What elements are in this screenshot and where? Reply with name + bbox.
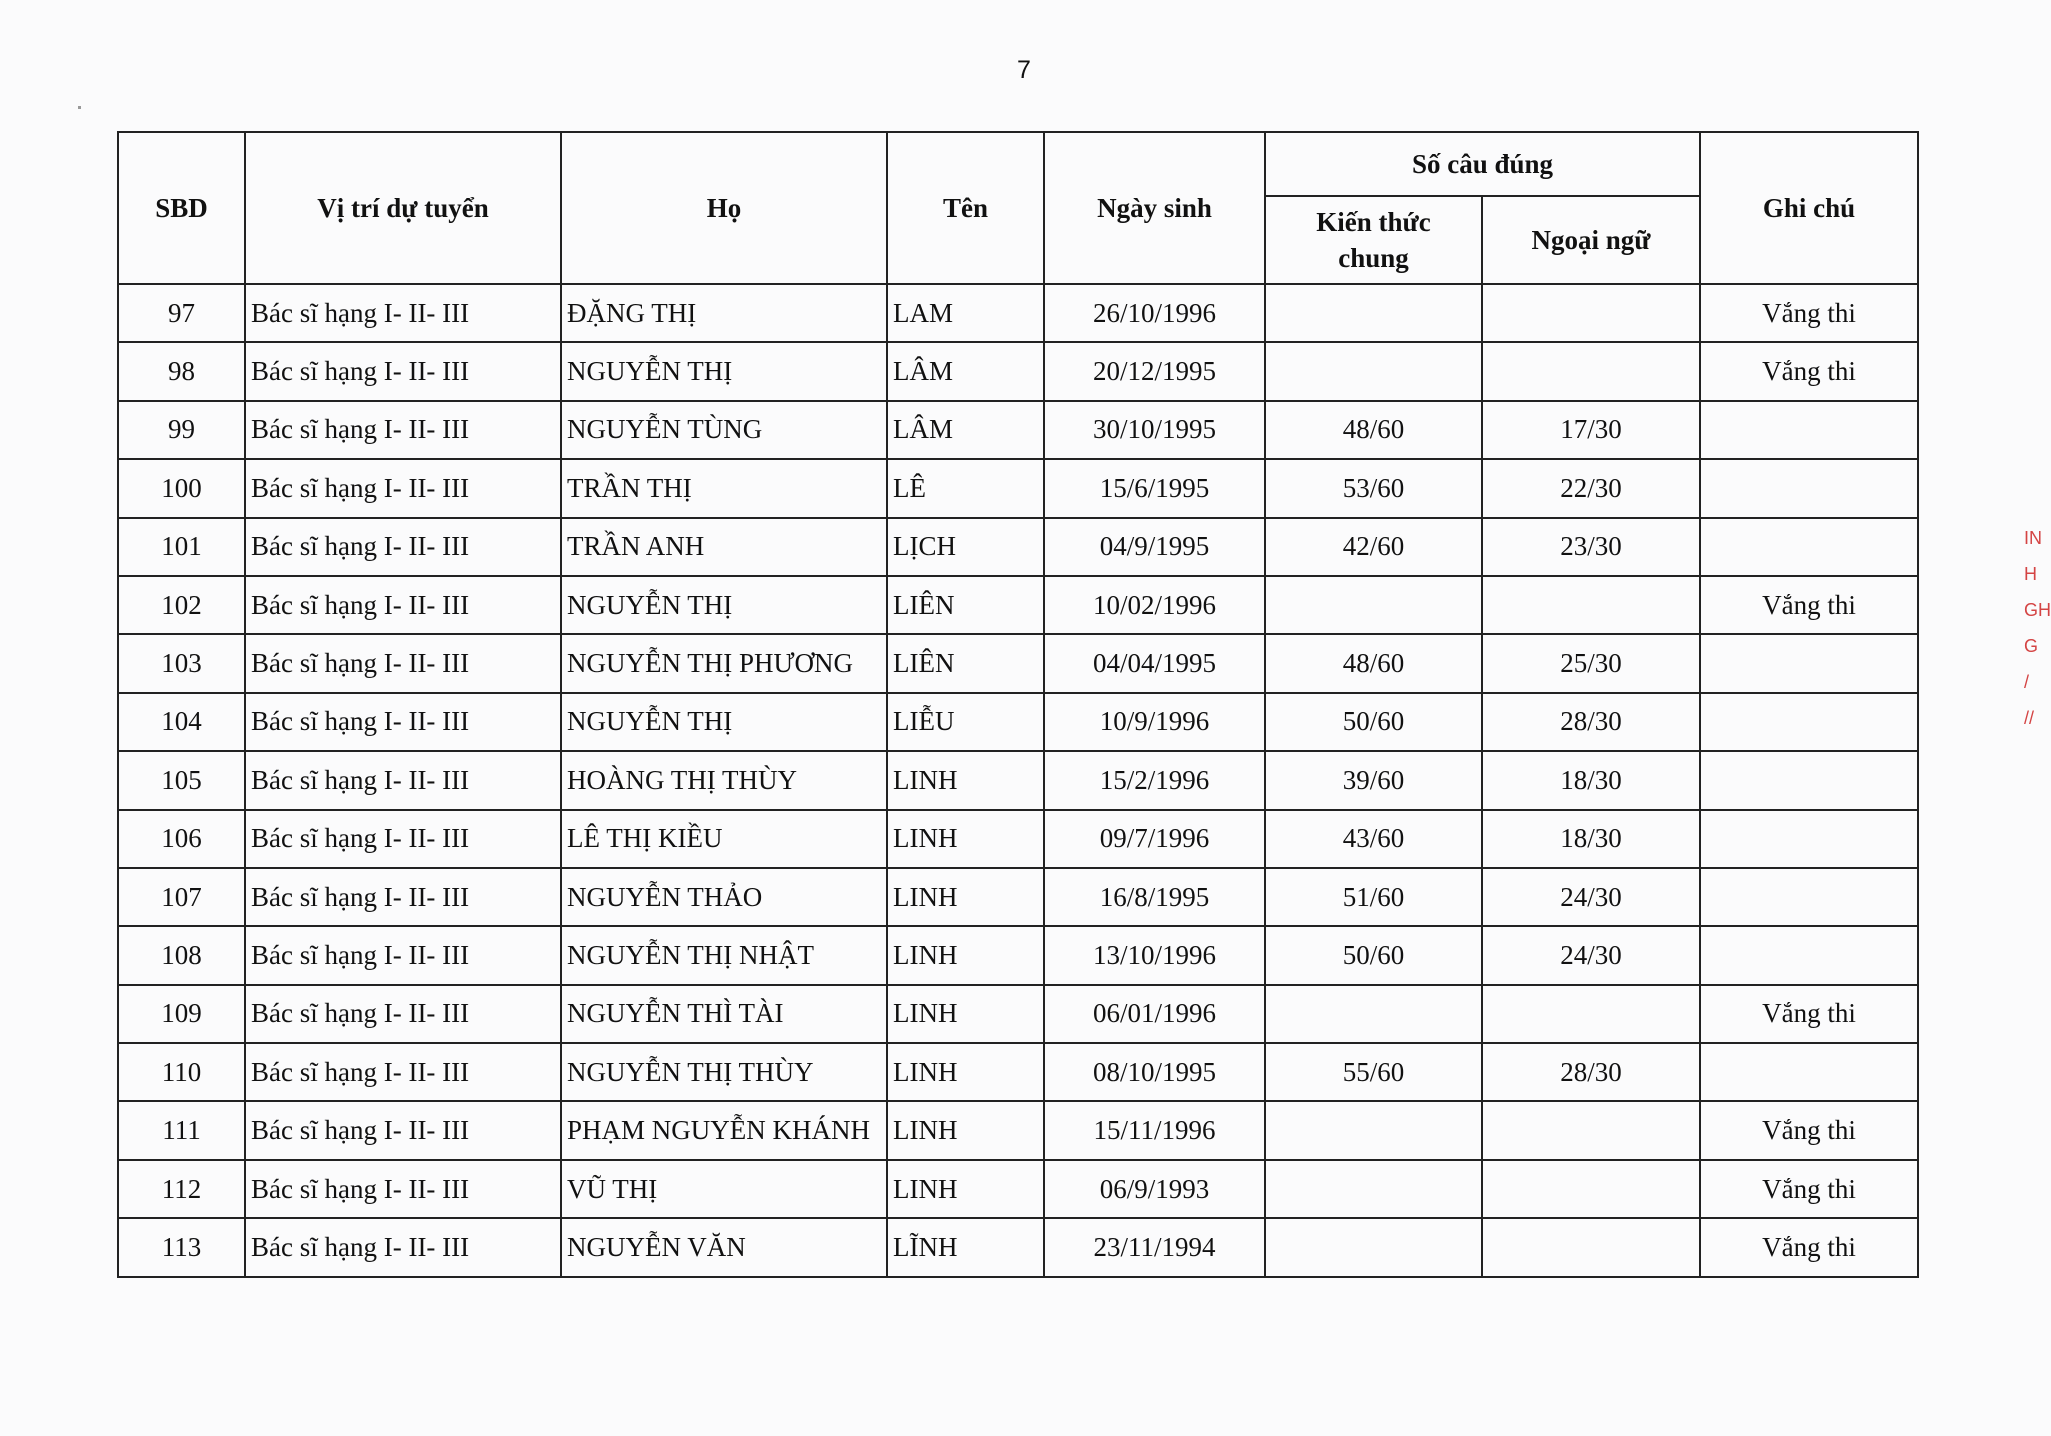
cell-general-knowledge <box>1265 985 1482 1043</box>
header-correct-answers: Số câu đúng <box>1265 132 1700 196</box>
cell-position: Bác sĩ hạng I- II- III <box>245 401 561 459</box>
cell-general-knowledge: 39/60 <box>1265 751 1482 809</box>
cell-birth-date: 30/10/1995 <box>1044 401 1265 459</box>
cell-sbd: 98 <box>118 342 245 400</box>
cell-general-knowledge <box>1265 1160 1482 1218</box>
cell-surname: NGUYỄN TÙNG <box>561 401 887 459</box>
cell-note <box>1700 868 1918 926</box>
cell-given-name: LIỄU <box>887 693 1044 751</box>
cell-sbd: 107 <box>118 868 245 926</box>
cell-note <box>1700 401 1918 459</box>
cell-sbd: 99 <box>118 401 245 459</box>
cell-surname: NGUYỄN THỊ <box>561 693 887 751</box>
cell-foreign-language: 24/30 <box>1482 926 1700 984</box>
cell-position: Bác sĩ hạng I- II- III <box>245 342 561 400</box>
cell-birth-date: 13/10/1996 <box>1044 926 1265 984</box>
cell-foreign-language <box>1482 342 1700 400</box>
cell-sbd: 112 <box>118 1160 245 1218</box>
table-row <box>118 1218 1918 1276</box>
red-stamp-fragment <box>2024 520 2051 760</box>
table-row <box>118 342 1918 400</box>
stamp-fragment: IN <box>2024 528 2042 548</box>
cell-surname: TRẦN ANH <box>561 518 887 576</box>
cell-given-name: LINH <box>887 1101 1044 1159</box>
cell-birth-date: 04/04/1995 <box>1044 634 1265 692</box>
cell-general-knowledge: 55/60 <box>1265 1043 1482 1101</box>
cell-birth-date: 20/12/1995 <box>1044 342 1265 400</box>
cell-birth-date: 16/8/1995 <box>1044 868 1265 926</box>
cell-foreign-language: 18/30 <box>1482 751 1700 809</box>
cell-given-name: LÊ <box>887 459 1044 517</box>
cell-general-knowledge: 42/60 <box>1265 518 1482 576</box>
cell-surname: NGUYỄN THỊ <box>561 576 887 634</box>
header-position: Vị trí dự tuyển <box>245 132 561 284</box>
cell-given-name: LIÊN <box>887 634 1044 692</box>
cell-note <box>1700 634 1918 692</box>
header-sbd: SBD <box>118 132 245 284</box>
cell-general-knowledge: 48/60 <box>1265 401 1482 459</box>
stamp-fragment: GH <box>2024 600 2051 620</box>
cell-sbd: 102 <box>118 576 245 634</box>
cell-foreign-language: 23/30 <box>1482 518 1700 576</box>
cell-sbd: 100 <box>118 459 245 517</box>
cell-given-name: LINH <box>887 1043 1044 1101</box>
cell-given-name: LÂM <box>887 342 1044 400</box>
cell-note <box>1700 751 1918 809</box>
table-body <box>118 284 1918 1277</box>
header-row <box>118 132 1918 196</box>
scan-speck <box>78 106 81 109</box>
cell-given-name: LỊCH <box>887 518 1044 576</box>
cell-note: Vắng thi <box>1700 284 1918 342</box>
cell-foreign-language: 17/30 <box>1482 401 1700 459</box>
header-foreign-language: Ngoại ngữ <box>1482 196 1700 284</box>
cell-birth-date: 10/9/1996 <box>1044 693 1265 751</box>
cell-sbd: 103 <box>118 634 245 692</box>
cell-surname: NGUYỄN THÌ TÀI <box>561 985 887 1043</box>
cell-sbd: 105 <box>118 751 245 809</box>
cell-foreign-language <box>1482 1160 1700 1218</box>
cell-position: Bác sĩ hạng I- II- III <box>245 1218 561 1276</box>
cell-given-name: LAM <box>887 284 1044 342</box>
cell-note: Vắng thi <box>1700 1218 1918 1276</box>
cell-surname: NGUYỄN THỊ THÙY <box>561 1043 887 1101</box>
cell-position: Bác sĩ hạng I- II- III <box>245 576 561 634</box>
table-row <box>118 284 1918 342</box>
stamp-fragment: H <box>2024 564 2037 584</box>
cell-birth-date: 15/2/1996 <box>1044 751 1265 809</box>
results-table <box>117 131 1919 1278</box>
cell-note: Vắng thi <box>1700 576 1918 634</box>
cell-foreign-language: 22/30 <box>1482 459 1700 517</box>
cell-note: Vắng thi <box>1700 1101 1918 1159</box>
table-row <box>118 1101 1918 1159</box>
cell-surname: VŨ THỊ <box>561 1160 887 1218</box>
cell-surname: PHẠM NGUYỄN KHÁNH <box>561 1101 887 1159</box>
cell-foreign-language: 18/30 <box>1482 810 1700 868</box>
table-row <box>118 751 1918 809</box>
cell-note: Vắng thi <box>1700 985 1918 1043</box>
cell-sbd: 111 <box>118 1101 245 1159</box>
cell-foreign-language <box>1482 1101 1700 1159</box>
header-given-name: Tên <box>887 132 1044 284</box>
cell-foreign-language <box>1482 284 1700 342</box>
cell-surname: NGUYỄN THỊ PHƯƠNG <box>561 634 887 692</box>
cell-position: Bác sĩ hạng I- II- III <box>245 693 561 751</box>
cell-birth-date: 06/9/1993 <box>1044 1160 1265 1218</box>
cell-given-name: LIÊN <box>887 576 1044 634</box>
table-row <box>118 518 1918 576</box>
cell-general-knowledge <box>1265 1218 1482 1276</box>
cell-given-name: LINH <box>887 985 1044 1043</box>
cell-general-knowledge <box>1265 576 1482 634</box>
header-note: Ghi chú <box>1700 132 1918 284</box>
stamp-fragment: // <box>2024 708 2035 728</box>
table-row <box>118 634 1918 692</box>
cell-foreign-language: 24/30 <box>1482 868 1700 926</box>
cell-sbd: 109 <box>118 985 245 1043</box>
cell-foreign-language <box>1482 1218 1700 1276</box>
cell-given-name: LINH <box>887 926 1044 984</box>
cell-position: Bác sĩ hạng I- II- III <box>245 518 561 576</box>
cell-surname: LÊ THỊ KIỀU <box>561 810 887 868</box>
cell-given-name: LINH <box>887 1160 1044 1218</box>
cell-foreign-language <box>1482 576 1700 634</box>
stamp-fragment: G <box>2024 636 2039 656</box>
table-row <box>118 868 1918 926</box>
cell-sbd: 113 <box>118 1218 245 1276</box>
cell-given-name: LINH <box>887 868 1044 926</box>
header-birth-date: Ngày sinh <box>1044 132 1265 284</box>
cell-note: Vắng thi <box>1700 342 1918 400</box>
header-general-knowledge: Kiến thức chung <box>1265 196 1482 284</box>
cell-foreign-language: 25/30 <box>1482 634 1700 692</box>
cell-foreign-language: 28/30 <box>1482 693 1700 751</box>
table-row <box>118 401 1918 459</box>
cell-position: Bác sĩ hạng I- II- III <box>245 985 561 1043</box>
cell-general-knowledge <box>1265 342 1482 400</box>
cell-surname: NGUYỄN THẢO <box>561 868 887 926</box>
stamp-text <box>2024 520 2051 736</box>
table-row <box>118 1043 1918 1101</box>
cell-surname: NGUYỄN VĂN <box>561 1218 887 1276</box>
cell-sbd: 106 <box>118 810 245 868</box>
cell-birth-date: 15/11/1996 <box>1044 1101 1265 1159</box>
table-row <box>118 810 1918 868</box>
cell-surname: HOÀNG THỊ THÙY <box>561 751 887 809</box>
cell-general-knowledge: 48/60 <box>1265 634 1482 692</box>
cell-position: Bác sĩ hạng I- II- III <box>245 1043 561 1101</box>
cell-note <box>1700 1043 1918 1101</box>
cell-position: Bác sĩ hạng I- II- III <box>245 751 561 809</box>
cell-birth-date: 23/11/1994 <box>1044 1218 1265 1276</box>
cell-birth-date: 09/7/1996 <box>1044 810 1265 868</box>
cell-note <box>1700 459 1918 517</box>
cell-note <box>1700 693 1918 751</box>
cell-foreign-language <box>1482 985 1700 1043</box>
table-row <box>118 985 1918 1043</box>
cell-birth-date: 26/10/1996 <box>1044 284 1265 342</box>
cell-foreign-language: 28/30 <box>1482 1043 1700 1101</box>
cell-general-knowledge: 50/60 <box>1265 926 1482 984</box>
cell-general-knowledge: 50/60 <box>1265 693 1482 751</box>
cell-general-knowledge <box>1265 1101 1482 1159</box>
cell-given-name: LĨNH <box>887 1218 1044 1276</box>
cell-position: Bác sĩ hạng I- II- III <box>245 284 561 342</box>
cell-surname: NGUYỄN THỊ NHẬT <box>561 926 887 984</box>
cell-general-knowledge: 53/60 <box>1265 459 1482 517</box>
cell-position: Bác sĩ hạng I- II- III <box>245 926 561 984</box>
cell-position: Bác sĩ hạng I- II- III <box>245 868 561 926</box>
cell-surname: NGUYỄN THỊ <box>561 342 887 400</box>
cell-sbd: 101 <box>118 518 245 576</box>
cell-sbd: 108 <box>118 926 245 984</box>
cell-birth-date: 15/6/1995 <box>1044 459 1265 517</box>
cell-given-name: LINH <box>887 751 1044 809</box>
cell-note <box>1700 810 1918 868</box>
cell-note <box>1700 926 1918 984</box>
stamp-fragment: / <box>2024 672 2030 692</box>
cell-position: Bác sĩ hạng I- II- III <box>245 634 561 692</box>
cell-general-knowledge: 43/60 <box>1265 810 1482 868</box>
cell-birth-date: 04/9/1995 <box>1044 518 1265 576</box>
table-row <box>118 926 1918 984</box>
cell-birth-date: 08/10/1995 <box>1044 1043 1265 1101</box>
cell-position: Bác sĩ hạng I- II- III <box>245 1101 561 1159</box>
cell-general-knowledge <box>1265 284 1482 342</box>
cell-birth-date: 06/01/1996 <box>1044 985 1265 1043</box>
cell-sbd: 104 <box>118 693 245 751</box>
cell-note: Vắng thi <box>1700 1160 1918 1218</box>
cell-surname: ĐẶNG THỊ <box>561 284 887 342</box>
table-row <box>118 459 1918 517</box>
table-row <box>118 1160 1918 1218</box>
page-number: 7 <box>1017 56 1031 84</box>
cell-position: Bác sĩ hạng I- II- III <box>245 459 561 517</box>
cell-position: Bác sĩ hạng I- II- III <box>245 1160 561 1218</box>
header-surname: Họ <box>561 132 887 284</box>
cell-position: Bác sĩ hạng I- II- III <box>245 810 561 868</box>
cell-sbd: 110 <box>118 1043 245 1101</box>
cell-given-name: LÂM <box>887 401 1044 459</box>
cell-birth-date: 10/02/1996 <box>1044 576 1265 634</box>
cell-surname: TRẦN THỊ <box>561 459 887 517</box>
cell-sbd: 97 <box>118 284 245 342</box>
table-row <box>118 576 1918 634</box>
cell-general-knowledge: 51/60 <box>1265 868 1482 926</box>
cell-given-name: LINH <box>887 810 1044 868</box>
cell-note <box>1700 518 1918 576</box>
table-row <box>118 693 1918 751</box>
